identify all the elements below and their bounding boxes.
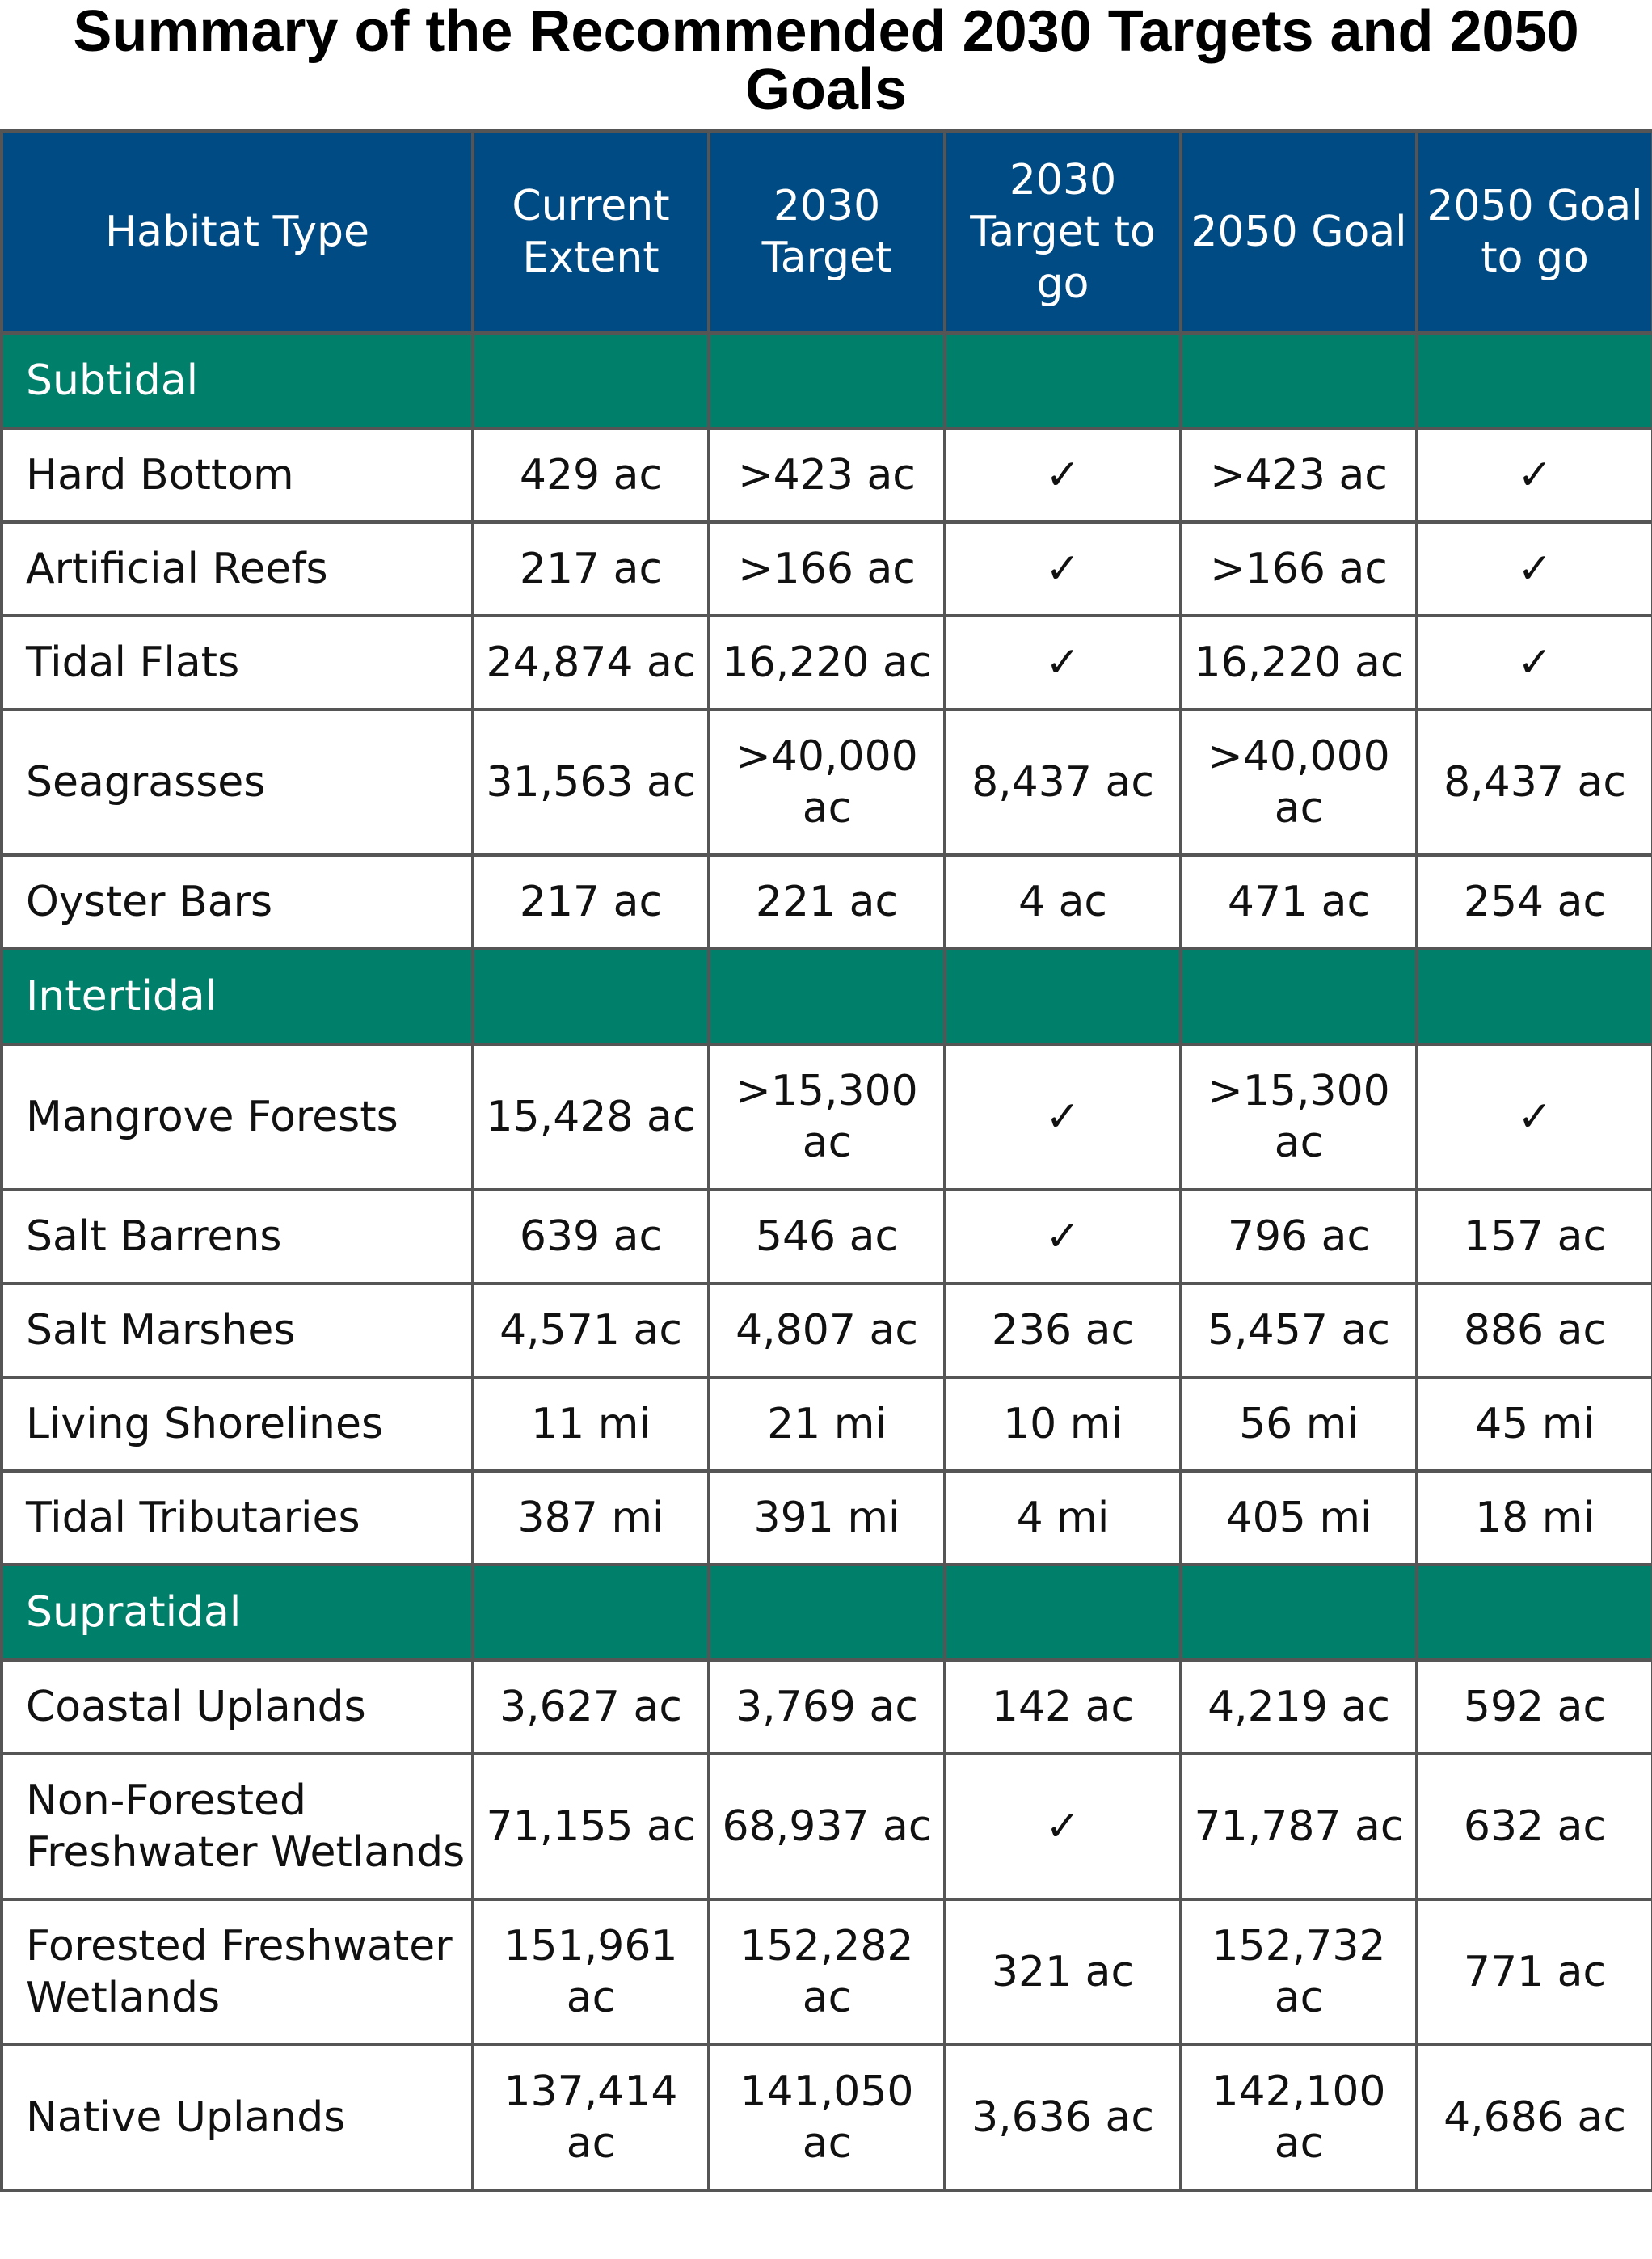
value-cell: 387 mi bbox=[473, 1471, 709, 1565]
habitat-targets-table bbox=[0, 129, 1652, 2192]
category-filler-cell bbox=[945, 949, 1181, 1044]
category-filler-cell bbox=[709, 1565, 945, 1660]
column-header-2030-target: 2030 Target bbox=[709, 131, 945, 333]
category-row bbox=[2, 949, 1652, 1044]
category-row bbox=[2, 333, 1652, 428]
checkmark-cell: ✓ bbox=[945, 1754, 1181, 1899]
value-cell: 141,050 ac bbox=[709, 2045, 945, 2190]
category-filler-cell bbox=[945, 1565, 1181, 1660]
habitat-name-cell: Salt Barrens bbox=[2, 1190, 473, 1283]
value-cell: 8,437 ac bbox=[945, 710, 1181, 855]
table-row bbox=[2, 1471, 1652, 1565]
checkmark-cell: ✓ bbox=[945, 428, 1181, 522]
category-label: Intertidal bbox=[2, 949, 473, 1044]
column-header-2050-goal-to-go: 2050 Goal to go bbox=[1417, 131, 1652, 333]
value-cell: 796 ac bbox=[1181, 1190, 1417, 1283]
value-cell: 4 ac bbox=[945, 855, 1181, 949]
table-row bbox=[2, 855, 1652, 949]
table-row bbox=[2, 710, 1652, 855]
checkmark-cell: ✓ bbox=[945, 522, 1181, 616]
category-filler-cell bbox=[1181, 333, 1417, 428]
checkmark-cell: ✓ bbox=[1417, 616, 1652, 710]
checkmark-cell: ✓ bbox=[1417, 428, 1652, 522]
value-cell: 886 ac bbox=[1417, 1283, 1652, 1377]
category-row bbox=[2, 1565, 1652, 1660]
value-cell: 429 ac bbox=[473, 428, 709, 522]
value-cell: 639 ac bbox=[473, 1190, 709, 1283]
category-label: Subtidal bbox=[2, 333, 473, 428]
value-cell: >166 ac bbox=[709, 522, 945, 616]
value-cell: 236 ac bbox=[945, 1283, 1181, 1377]
habitat-name-cell: Coastal Uplands bbox=[2, 1660, 473, 1754]
table-title: Summary of the Recommended 2030 Targets and 2050 Goals bbox=[73, 0, 1579, 122]
habitat-name-cell: Mangrove Forests bbox=[2, 1044, 473, 1190]
value-cell: 632 ac bbox=[1417, 1754, 1652, 1899]
value-cell: 4,571 ac bbox=[473, 1283, 709, 1377]
value-cell: >423 ac bbox=[709, 428, 945, 522]
habitat-name-cell: Native Uplands bbox=[2, 2045, 473, 2190]
value-cell: >423 ac bbox=[1181, 428, 1417, 522]
value-cell: 254 ac bbox=[1417, 855, 1652, 949]
value-cell: >166 ac bbox=[1181, 522, 1417, 616]
category-filler-cell bbox=[1417, 1565, 1652, 1660]
category-filler-cell bbox=[473, 333, 709, 428]
value-cell: 142,100 ac bbox=[1181, 2045, 1417, 2190]
value-cell: 5,457 ac bbox=[1181, 1283, 1417, 1377]
value-cell: 71,787 ac bbox=[1181, 1754, 1417, 1899]
table-row bbox=[2, 1044, 1652, 1190]
category-filler-cell bbox=[945, 333, 1181, 428]
habitat-name-cell: Salt Marshes bbox=[2, 1283, 473, 1377]
category-filler-cell bbox=[709, 333, 945, 428]
table-row bbox=[2, 1754, 1652, 1899]
value-cell: 4,686 ac bbox=[1417, 2045, 1652, 2190]
value-cell: 31,563 ac bbox=[473, 710, 709, 855]
value-cell: >15,300 ac bbox=[709, 1044, 945, 1190]
value-cell: 56 mi bbox=[1181, 1377, 1417, 1471]
category-filler-cell bbox=[473, 949, 709, 1044]
category-filler-cell bbox=[473, 1565, 709, 1660]
checkmark-cell: ✓ bbox=[1417, 522, 1652, 616]
table-row bbox=[2, 616, 1652, 710]
table-row bbox=[2, 1283, 1652, 1377]
checkmark-cell: ✓ bbox=[945, 616, 1181, 710]
value-cell: 21 mi bbox=[709, 1377, 945, 1471]
value-cell: 471 ac bbox=[1181, 855, 1417, 949]
value-cell: 217 ac bbox=[473, 855, 709, 949]
value-cell: 3,627 ac bbox=[473, 1660, 709, 1754]
value-cell: 151,961 ac bbox=[473, 1899, 709, 2045]
habitat-name-cell: Seagrasses bbox=[2, 710, 473, 855]
value-cell: 391 mi bbox=[709, 1471, 945, 1565]
value-cell: >15,300 ac bbox=[1181, 1044, 1417, 1190]
column-header-2050-goal: 2050 Goal bbox=[1181, 131, 1417, 333]
category-filler-cell bbox=[1181, 949, 1417, 1044]
value-cell: 4 mi bbox=[945, 1471, 1181, 1565]
value-cell: 16,220 ac bbox=[709, 616, 945, 710]
column-header-habitat-type: Habitat Type bbox=[2, 131, 473, 333]
column-header-2030-target-to-go: 2030 Target to go bbox=[945, 131, 1181, 333]
habitat-name-cell: Tidal Flats bbox=[2, 616, 473, 710]
value-cell: 546 ac bbox=[709, 1190, 945, 1283]
habitat-name-cell: Living Shorelines bbox=[2, 1377, 473, 1471]
value-cell: 71,155 ac bbox=[473, 1754, 709, 1899]
value-cell: 45 mi bbox=[1417, 1377, 1652, 1471]
value-cell: 4,807 ac bbox=[709, 1283, 945, 1377]
value-cell: >40,000 ac bbox=[1181, 710, 1417, 855]
value-cell: 217 ac bbox=[473, 522, 709, 616]
value-cell: 221 ac bbox=[709, 855, 945, 949]
value-cell: 18 mi bbox=[1417, 1471, 1652, 1565]
value-cell: 3,769 ac bbox=[709, 1660, 945, 1754]
habitat-name-cell: Forested Freshwater Wetlands bbox=[2, 1899, 473, 2045]
value-cell: 405 mi bbox=[1181, 1471, 1417, 1565]
table-row bbox=[2, 1899, 1652, 2045]
value-cell: 8,437 ac bbox=[1417, 710, 1652, 855]
value-cell: 152,282 ac bbox=[709, 1899, 945, 2045]
table-row bbox=[2, 2045, 1652, 2190]
value-cell: 157 ac bbox=[1417, 1190, 1652, 1283]
value-cell: 321 ac bbox=[945, 1899, 1181, 2045]
value-cell: >40,000 ac bbox=[709, 710, 945, 855]
category-filler-cell bbox=[709, 949, 945, 1044]
table-row bbox=[2, 428, 1652, 522]
habitat-name-cell: Artificial Reefs bbox=[2, 522, 473, 616]
value-cell: 15,428 ac bbox=[473, 1044, 709, 1190]
table-row bbox=[2, 1660, 1652, 1754]
checkmark-cell: ✓ bbox=[945, 1190, 1181, 1283]
category-filler-cell bbox=[1417, 949, 1652, 1044]
value-cell: 11 mi bbox=[473, 1377, 709, 1471]
category-filler-cell bbox=[1417, 333, 1652, 428]
table-row bbox=[2, 1190, 1652, 1283]
category-filler-cell bbox=[1181, 1565, 1417, 1660]
habitat-name-cell: Hard Bottom bbox=[2, 428, 473, 522]
value-cell: 4,219 ac bbox=[1181, 1660, 1417, 1754]
table-row bbox=[2, 1377, 1652, 1471]
value-cell: 592 ac bbox=[1417, 1660, 1652, 1754]
habitat-name-cell: Non-Forested Freshwater Wetlands bbox=[2, 1754, 473, 1899]
checkmark-cell: ✓ bbox=[945, 1044, 1181, 1190]
category-label: Supratidal bbox=[2, 1565, 473, 1660]
header-row bbox=[2, 131, 1652, 333]
column-header-current-extent: Current Extent bbox=[473, 131, 709, 333]
value-cell: 68,937 ac bbox=[709, 1754, 945, 1899]
value-cell: 771 ac bbox=[1417, 1899, 1652, 2045]
value-cell: 142 ac bbox=[945, 1660, 1181, 1754]
value-cell: 10 mi bbox=[945, 1377, 1181, 1471]
habitat-name-cell: Oyster Bars bbox=[2, 855, 473, 949]
value-cell: 152,732 ac bbox=[1181, 1899, 1417, 2045]
value-cell: 24,874 ac bbox=[473, 616, 709, 710]
table-row bbox=[2, 522, 1652, 616]
value-cell: 16,220 ac bbox=[1181, 616, 1417, 710]
value-cell: 3,636 ac bbox=[945, 2045, 1181, 2190]
value-cell: 137,414 ac bbox=[473, 2045, 709, 2190]
checkmark-cell: ✓ bbox=[1417, 1044, 1652, 1190]
habitat-name-cell: Tidal Tributaries bbox=[2, 1471, 473, 1565]
